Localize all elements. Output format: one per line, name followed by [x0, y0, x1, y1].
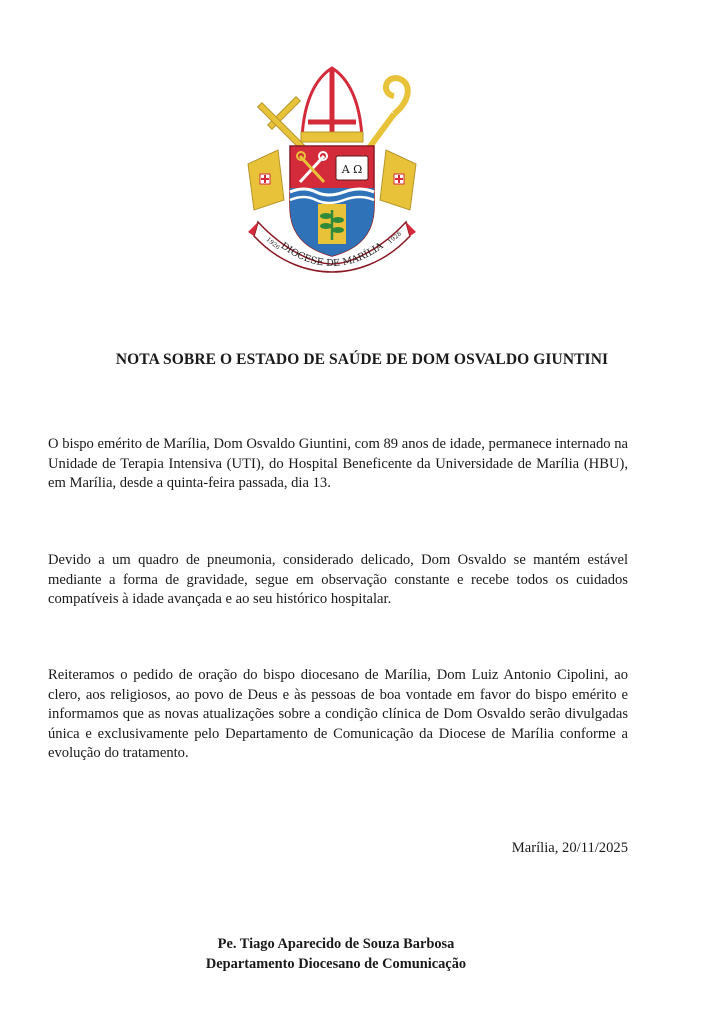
diocese-coat-of-arms — [244, 60, 420, 274]
seal-text: DIOCESE DE MARÍLIA — [278, 240, 386, 270]
book-alpha-omega: A Ω — [341, 163, 363, 176]
signature-name: Pe. Tiago Aparecido de Souza Barbosa — [217, 936, 455, 952]
paragraph-2: Devido a um quadro de pneumonia, considerado delicado, Dom Osvaldo se mantém estável mediante a forma de gravidade, segue em observação constante e recebe todos os cuidados compatíveis à idade avançada e ao seu histórico hospitalar. — [48, 552, 628, 608]
signature-block — [0, 935, 672, 974]
paragraph-3: Reiteramos o pedido de oração do bispo diocesano de Marília, Dom Luiz Antonio Cipolini, ao clero, aos religiosos, ao povo de Deus e às pessoas de boa vontade em favor do bispo emérito e informamos que as novas atualizações sobre a condição clínica de Dom Osvaldo serão divulgadas única e exclusivamente pelo Departamento de Comunicação da Diocese de Marília conforme a evolução do tratamento. — [48, 667, 628, 762]
document-title: NOTA SOBRE O ESTADO DE SAÚDE DE DOM OSVALDO GIUNTINI — [115, 351, 609, 368]
place-date: Marília, 20/11/2025 — [511, 840, 628, 856]
paragraph-1: O bispo emérito de Marília, Dom Osvaldo Giuntini, com 89 anos de idade, permanece internado na Unidade de Terapia Intensiva (UTI), do Hospital Beneficente da Universidade de Marília (HBU), em Marília, desde a quinta-feira passada, dia 13. — [48, 436, 628, 492]
seal-year-left: 1926 — [264, 236, 281, 252]
signature-department: Departamento Diocesano de Comunicação — [205, 955, 467, 972]
seal-year-right: 1928 — [386, 230, 403, 246]
